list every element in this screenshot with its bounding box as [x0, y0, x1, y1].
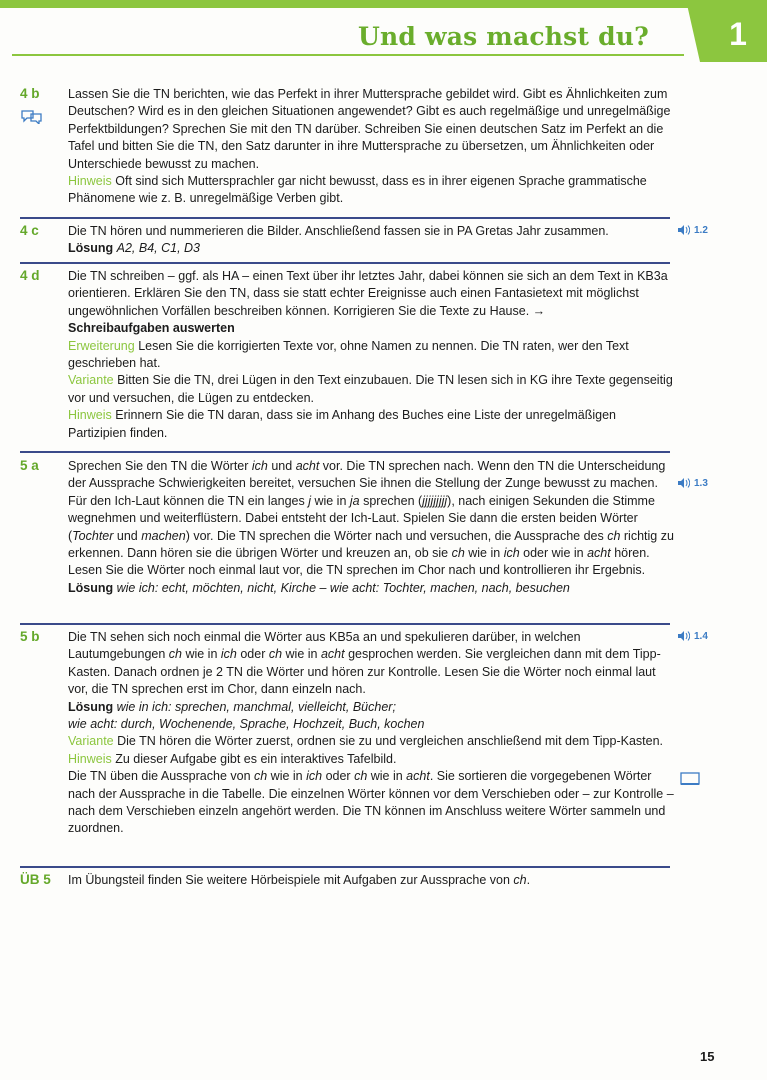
- italic-run: ch: [607, 528, 621, 543]
- section-label: 5 a: [20, 458, 39, 473]
- hint-paragraph: [68, 751, 674, 768]
- audio-track-number: 1.4: [694, 631, 708, 642]
- section-5b: [20, 629, 674, 865]
- italic-run: ja: [349, 493, 360, 508]
- section-divider: [20, 866, 670, 868]
- page-title: Und was machst du?: [358, 22, 649, 51]
- section-body: [68, 223, 674, 258]
- solution-paragraph: [68, 699, 674, 716]
- speaker-icon: [678, 225, 690, 235]
- text-run: sprechen (: [359, 493, 423, 508]
- italic-run: ch: [354, 769, 368, 784]
- text-run: ), nach einigen Sekunden die Stimme wegnehmen und weiterflüstern. Dabei entsteht der Ich-Laut. Spielen Sie dann die ersten beiden Wörter (: [68, 493, 655, 543]
- italic-run: machen: [141, 528, 186, 543]
- italic-run: acht: [406, 769, 430, 784]
- section-label: 5 b: [20, 629, 40, 644]
- text-run: Sprechen Sie den TN die Wörter: [68, 459, 252, 473]
- italic-run: acht: [295, 459, 320, 473]
- variant-text: Die TN hören die Wörter zuerst, ordnen sie zu und vergleichen anschließend mit dem Tipp-Kasten.: [117, 734, 663, 749]
- italic-run: ich: [220, 647, 237, 662]
- paragraph: Lassen Sie die TN berichten, wie das Perfekt in ihrer Muttersprache gebildet wird. Gibt es Ähnlichkeiten zum Deutschen? Wird es in den gleichen Situationen angewendet? Gibt es auch regelmäßige und unregelmäßige Perfektbildungen? Sprechen Sie mit den TN darüber. Schreiben Sie einen deutschen Satz im Perfekt an die Tafel und bitten Sie die TN, den Satz darunter in ihre Muttersprache zu übersetzen, um Ähnlichkeiten oder Unterschiede bewusst zu machen.: [68, 87, 671, 171]
- italic-run: ch: [513, 873, 527, 887]
- solution-text-line2: wie acht: durch, Wochenende, Sprache, Hochzeit, Buch, kochen: [68, 717, 425, 732]
- paragraph: [68, 458, 674, 580]
- text-run: Die TN üben die Aussprache von: [68, 769, 254, 784]
- text-run: wie in: [464, 546, 504, 561]
- italic-run: acht: [320, 647, 345, 662]
- paragraph: Die TN hören und nummerieren die Bilder. Anschließend fassen sie in PA Gretas Jahr zusammen.: [68, 224, 609, 238]
- variant-keyword: Variante: [68, 734, 114, 749]
- solution-text: wie in ich: sprechen, manchmal, vielleicht, Bücher;: [116, 699, 396, 714]
- audio-track-number: 1.3: [694, 478, 708, 489]
- cross-reference: Schreibaufgaben auswerten: [68, 321, 235, 336]
- text-run: oder wie in: [519, 546, 588, 561]
- variant-text: Bitten Sie die TN, drei Lügen in den Text einzubauen. Die TN lesen sich in KG ihre Texte gegenseitig vor und versuchen, die Lügen zu entdecken.: [68, 373, 673, 405]
- hint-keyword: Hinweis: [68, 751, 112, 766]
- text-run: wie in: [181, 647, 221, 662]
- section-label: ÜB 5: [20, 872, 51, 887]
- section-4b: [20, 86, 670, 214]
- hint-text: Erinnern Sie die TN daran, dass sie im Anhang des Buches eine Liste der unregelmäßigen Partizipien finden.: [68, 408, 617, 440]
- variant-paragraph: [68, 733, 674, 750]
- audio-track-1-3[interactable]: [678, 478, 708, 489]
- solution-paragraph: [68, 580, 674, 597]
- text-run: oder: [236, 647, 269, 662]
- hint-text: Oft sind sich Muttersprachler gar nicht bewusst, dass es in ihrer eigenen Sprache grammatische Phänomene wie z. B. unregelmäßige Verben gibt.: [68, 174, 647, 206]
- text-run: . Sie sortieren die vorgegebenen Wörter nach der Aussprache in die Tabelle. Die einzelnen Wörter können vor dem Verschieben oder – zur Kontrolle – nach dem Verschieben einzeln angehört werden. Die TN können im Anschluss weitere Wörter sammeln und zuordnen.: [68, 769, 674, 836]
- text-run: wie in: [367, 769, 407, 784]
- audio-track-1-2[interactable]: [678, 225, 708, 236]
- section-divider: [20, 262, 670, 264]
- text-run: richtig zu erkennen. Dann hören sie die übrigen Wörter und kreuzen an, ob sie: [68, 528, 674, 561]
- italic-run: ch: [168, 647, 182, 662]
- italic-run: j: [308, 493, 311, 508]
- italic-run: Tochter: [72, 528, 114, 543]
- solution-text: wie ich: echt, möchten, nicht, Kirche – wie acht: Tochter, machen, nach, besuchen: [116, 580, 570, 595]
- extension-text: Lesen Sie die korrigierten Texte vor, ohne Namen zu nennen. Die TN raten, wer den Text geschrieben hat.: [68, 338, 629, 371]
- speech-bubbles-icon: [20, 108, 44, 129]
- hint-paragraph: [68, 173, 674, 208]
- section-ueb5: [20, 872, 670, 892]
- text-run: ) vor. Die TN sprechen die Wörter nach und versuchen, die Aussprache des: [185, 528, 608, 543]
- page-number: 15: [700, 1049, 715, 1064]
- speaker-icon: [678, 631, 690, 641]
- text-run: Die TN sehen sich noch einmal die Wörter aus KB5a an und spekulieren darüber, in welchen Lautumgebungen: [68, 630, 581, 662]
- text-run: oder: [322, 769, 355, 784]
- section-label: 4 b: [20, 86, 40, 101]
- solution-keyword: Lösung: [68, 580, 114, 595]
- hint-keyword: Hinweis: [68, 408, 112, 423]
- solution-paragraph: [68, 240, 674, 257]
- section-divider: [20, 451, 670, 453]
- section-divider: [20, 217, 670, 219]
- italic-run: jjjjjjjjj: [422, 493, 448, 508]
- paragraph: Die TN schreiben – ggf. als HA – einen Text über ihr letztes Jahr, dabei können sie sich an dem Text in KB3a orientieren. Erklären Sie den TN, dass sie statt echter Ereignisse auch einen Fantasietext mit möglichst ungewöhnlichen Vorfällen beschreiben können. Korrigieren Sie die Texte zu Hause. →: [68, 269, 668, 318]
- italic-run: ch: [268, 647, 283, 662]
- section-4d: [20, 268, 673, 448]
- variant-keyword: Variante: [68, 373, 114, 388]
- section-4c: [20, 223, 670, 261]
- solution-keyword: Lösung: [68, 699, 114, 714]
- section-body: [68, 872, 674, 889]
- section-divider: [20, 623, 670, 625]
- text-run: wie in: [310, 493, 350, 508]
- hint-paragraph: [68, 407, 674, 442]
- text-run: vor. Die TN sprechen nach. Wenn den TN die Unterscheidung der Aussprache Schwierigkeiten bereitet, versuchen Sie ihnen die Stellung der Zunge bewusst zu machen. Für den Ich-Laut können die TN ein langes: [68, 459, 666, 508]
- paragraph: [68, 768, 674, 838]
- section-label: 4 d: [20, 268, 40, 283]
- audio-track-1-4[interactable]: [678, 631, 708, 642]
- paragraph: [68, 872, 674, 889]
- italic-run: ich: [503, 546, 520, 561]
- text-run: wie in: [282, 647, 321, 662]
- text-run: hören. Lesen Sie die Wörter noch einmal laut vor, die TN sprechen im Chor nach und kontrollieren ihr Ergebnis.: [68, 546, 650, 578]
- text-run: und: [113, 528, 142, 543]
- section-body: [68, 268, 674, 442]
- italic-run: ich: [251, 459, 268, 473]
- section-label: 4 c: [20, 223, 39, 238]
- text-run: gesprochen werden. Sie vergleichen dann mit dem Tipp-Kasten. Danach ordnen je 2 TN die Wörter und hören zur Kontrolle. Lesen Sie die Wörter noch einmal laut vor, die TN sprechen erst im Chor, dann einzeln nach.: [68, 647, 661, 697]
- variant-paragraph: [68, 372, 674, 407]
- solution-text: A2, B4, C1, D3: [116, 241, 200, 256]
- section-body: [68, 86, 674, 208]
- italic-run: ch: [451, 546, 465, 561]
- text-run: wie in: [267, 769, 307, 784]
- top-accent-bar: [0, 0, 767, 8]
- hint-text: Zu dieser Aufgabe gibt es ein interaktives Tafelbild.: [115, 751, 397, 766]
- chapter-number: 1: [729, 16, 747, 52]
- section-body: [68, 629, 674, 838]
- italic-run: acht: [587, 546, 611, 561]
- title-underline: [12, 54, 684, 56]
- section-5a: [20, 458, 674, 620]
- paragraph: [68, 629, 674, 699]
- text-run: Im Übungsteil finden Sie weitere Hörbeispiele mit Aufgaben zur Aussprache von: [68, 873, 514, 887]
- whiteboard-icon[interactable]: [680, 772, 700, 791]
- text-run: .: [526, 873, 531, 887]
- section-body: [68, 458, 674, 597]
- italic-run: ich: [306, 769, 323, 784]
- italic-run: ch: [254, 769, 268, 784]
- text-run: und: [267, 459, 296, 473]
- extension-keyword: Erweiterung: [68, 338, 135, 353]
- speaker-icon: [678, 478, 690, 488]
- solution-keyword: Lösung: [68, 241, 114, 256]
- hint-keyword: Hinweis: [68, 174, 112, 189]
- audio-track-number: 1.2: [694, 225, 708, 236]
- extension-paragraph: [68, 338, 674, 373]
